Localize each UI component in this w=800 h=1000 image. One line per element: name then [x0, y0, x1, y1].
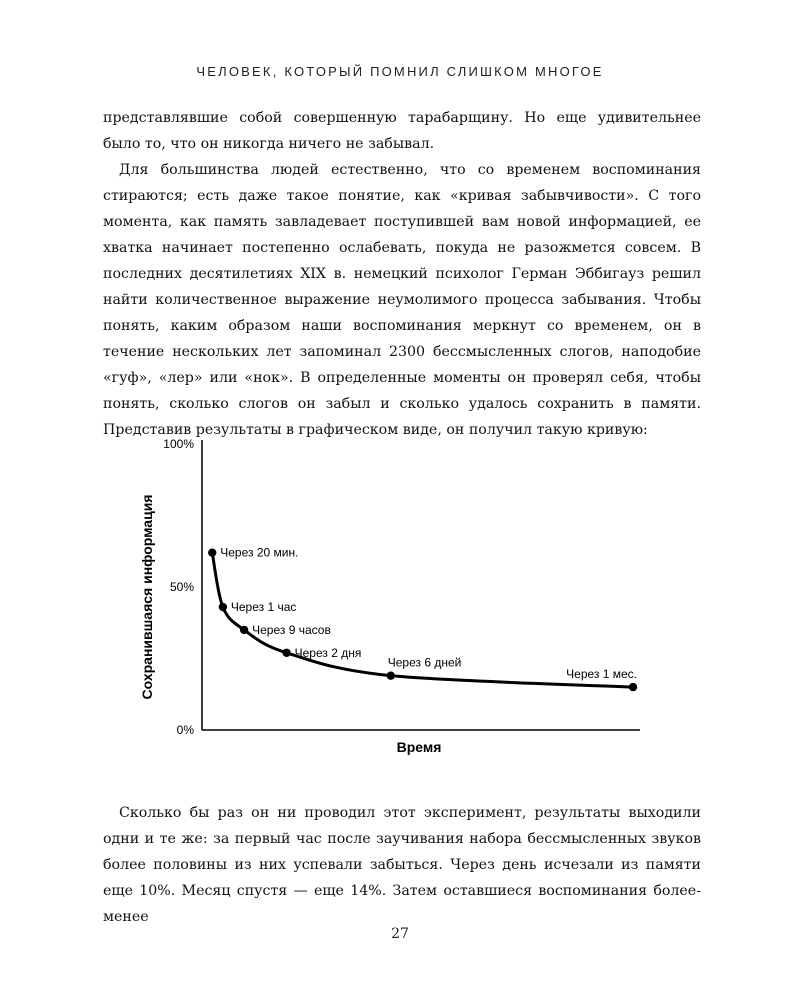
- x-axis-title: Время: [396, 739, 442, 755]
- body-text-top: [103, 105, 701, 443]
- running-header: ЧЕЛОВЕК, КОТОРЫЙ ПОМНИЛ СЛИШКОМ МНОГОЕ: [196, 64, 604, 79]
- data-point: [282, 649, 290, 657]
- body-text-bottom: [103, 800, 701, 930]
- data-point-label: Через 1 мес.: [566, 667, 637, 682]
- data-point-label: Через 1 час: [230, 600, 297, 615]
- data-point: [208, 548, 216, 556]
- data-point: [240, 626, 248, 634]
- data-point-label: Через 2 дня: [294, 645, 362, 660]
- data-point-label: Через 20 мин.: [220, 545, 299, 560]
- y-axis-title: Сохранившаяся информация: [139, 494, 155, 700]
- y-tick-label: 50%: [169, 580, 194, 594]
- chart-svg: [130, 430, 670, 760]
- data-point-label: Через 9 часов: [252, 622, 331, 637]
- paragraph-continuation: представлявшие собой совершенную тарабарщину. Но еще удивительнее было то, что он никогда ничего не забывал.: [103, 110, 701, 152]
- y-tick-label: 0%: [176, 723, 194, 737]
- y-tick-label: 100%: [163, 437, 194, 451]
- data-point: [387, 671, 395, 679]
- data-point-label: Через 6 дней: [387, 655, 462, 670]
- forgetting-curve-chart: [130, 430, 670, 760]
- paragraph-results: Сколько бы раз он ни проводил этот эксперимент, результаты выходили одни и те же: за первый час после заучивания набора бессмысленных звуков более половины из них успевали забыться. Через день исчезали из памяти еще 10%. Месяц спустя — еще 14%. Затем оставшиеся воспоминания более-менее: [103, 805, 701, 925]
- page-number: 27: [391, 926, 409, 942]
- data-point: [219, 603, 227, 611]
- paragraph-ebbinghaus: Для большинства людей естественно, что со временем воспоминания стираются; есть даже такое понятие, как «кривая забывчивости». С того момента, как память завладевает поступившей вам новой информацией, ее хватка начинает постепенно ослабевать, покуда не разожмется совсем. В последних десятилетиях XIX в. немецкий психолог Герман Эббигауз решил найти количественное выражение неумолимого процесса забывания. Чтобы понять, каким образом наши воспоминания меркнут со временем, он в течение нескольких лет запоминал 2300 бессмысленных слогов, наподобие «гуф», «лер» или «нок». В определенные моменты он проверял себя, чтобы понять, сколько слогов он забыл и сколько удалось сохранить в памяти. Представив результаты в графическом виде, он получил такую кривую:: [103, 162, 701, 438]
- data-point: [629, 683, 637, 691]
